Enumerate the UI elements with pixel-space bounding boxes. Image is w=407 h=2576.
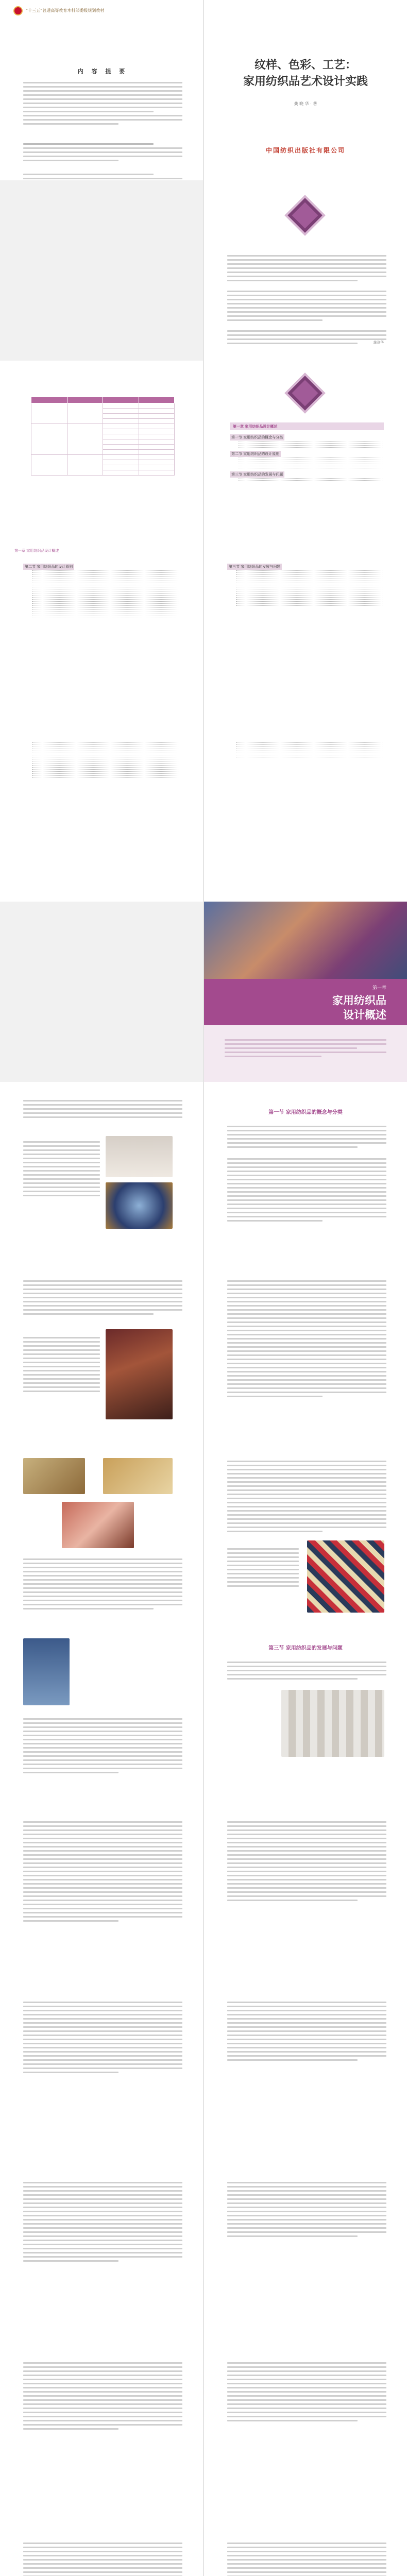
body-text-4 [23,1278,182,1317]
page-blank-2 [0,902,204,1082]
spread-body-3 [0,1443,407,1623]
chapter-title-line2: 设计概述 [343,1008,386,1021]
chapter-number: 第一章 [372,986,386,991]
toc-section-2a[interactable]: 第二节 家用纺织品的设计原则 [23,564,74,570]
costume-photo-2 [103,1458,173,1494]
spread-toc-1 [0,361,407,541]
toc-section-3[interactable]: 第三节 家用纺织品的发展与问题 [230,471,284,478]
costume-photo-1 [23,1458,85,1494]
fabric-photo-1 [23,1638,70,1705]
preface-text [227,252,386,347]
page-preface [204,180,407,361]
body-text-9 [227,1546,299,1589]
page-body-8 [204,1623,407,1803]
series-title: “十三五”普通高等教育本科部委级规划教材 [26,8,105,13]
ornament-diamond-icon [284,195,325,235]
page-body-16 [204,2344,407,2524]
page-cover-right [204,0,407,180]
spread-toc-2 [0,541,407,721]
page-body-4 [204,1262,407,1443]
course-plan-heading [0,382,203,389]
embroidery-photo [62,1502,134,1548]
page-body-6 [204,1443,407,1623]
toc-list-2 [23,562,180,621]
body-text-6 [227,1278,386,1400]
book-title [204,57,407,90]
page-body-1 [0,1082,204,1262]
page-course-plan [0,361,204,541]
pattern-photo [307,1540,384,1613]
page-body-9 [0,1803,204,1984]
spread-body-8 [0,2344,407,2524]
chapter-hero-image [204,902,407,984]
spread-toc-3 [0,721,407,902]
toc-chapter-heading: 第一章 家用纺织品设计概述 [233,425,278,429]
abstract-heading: 内 容 提 要 [77,68,128,75]
bedding-photo [106,1136,173,1177]
page-body-18 [204,2524,407,2576]
spread-cover [0,0,407,180]
section-heading-3: 第三节 家用纺织品的发展与问题 [268,1646,343,1651]
page-cover-left [0,0,204,180]
spread-body-2 [0,1262,407,1443]
page-body-14 [204,2164,407,2344]
book-title-line1: 纹样、色彩、工艺： [254,58,357,72]
page-body-11 [0,1984,204,2164]
page-body-10 [204,1803,407,1984]
page-blank [0,180,204,361]
spread-body-4 [0,1623,407,1803]
section-heading-1: 第一节 家用纺织品的概念与分类 [268,1110,343,1115]
running-head: 第一章 家用纺织品设计概述 [14,549,59,553]
textile-photo [106,1182,173,1229]
body-text-5 [23,1334,100,1395]
page-body-7 [0,1623,204,1803]
book-title-line2: 家用纺织品艺术设计实践 [243,75,368,88]
body-text-3 [227,1123,386,1224]
body-text-1 [23,1097,182,1121]
spread-body-6 [0,1984,407,2164]
spread-body-5 [0,1803,407,1984]
page-toc-4 [0,721,204,902]
toc-list-4 [23,742,180,781]
spread-body-1 [0,1082,407,1262]
body-text-2 [23,1139,100,1199]
series-emblem-icon [13,6,23,15]
toc-list-5 [227,742,384,760]
page-toc-3 [204,541,407,721]
page-body-5 [0,1443,204,1623]
toc-list-3 [227,562,384,608]
curtain-photo [281,1690,384,1757]
page-body-12 [204,1984,407,2164]
page-toc-2 [0,541,204,721]
body-text-7 [23,1556,182,1612]
page-body-13 [0,2164,204,2344]
body-text-11 [227,1659,386,1682]
spread-body-9 [0,2524,407,2576]
ornament-diamond-icon-2 [284,372,325,413]
page-toc-1 [204,361,407,541]
author-name: 龚 晓 华 · 著 [294,101,317,106]
publisher-name: 中国纺织出版社有限公司 [265,147,345,154]
spread-preface [0,180,407,361]
page-toc-5 [204,721,407,902]
toc-list-1 [230,422,384,483]
page-body-3 [0,1262,204,1443]
abstract-block [23,67,182,180]
course-plan-table [31,397,175,476]
page-body-2 [204,1082,407,1262]
toc-section-2[interactable]: 第二节 家用纺织品的设计原则 [230,451,281,457]
preface-signature: 龚晓华 [373,341,384,345]
page-body-15 [0,2344,204,2524]
toc-section-1[interactable]: 第一节 家用纺织品的概念与分类 [230,434,284,440]
body-text-10 [23,1716,182,1776]
page-body-17 [0,2524,204,2576]
brocade-photo [106,1329,173,1419]
page-chapter-opener [204,902,407,1082]
spread-chapter-opener [0,902,407,1082]
spread-body-7 [0,2164,407,2344]
chapter-title [332,993,386,1022]
chapter-objectives [225,1037,386,1060]
body-text-8 [227,1458,386,1535]
toc-section-3a[interactable]: 第三节 家用纺织品的发展与问题 [227,564,282,570]
chapter-title-line1: 家用纺织品 [332,994,386,1007]
